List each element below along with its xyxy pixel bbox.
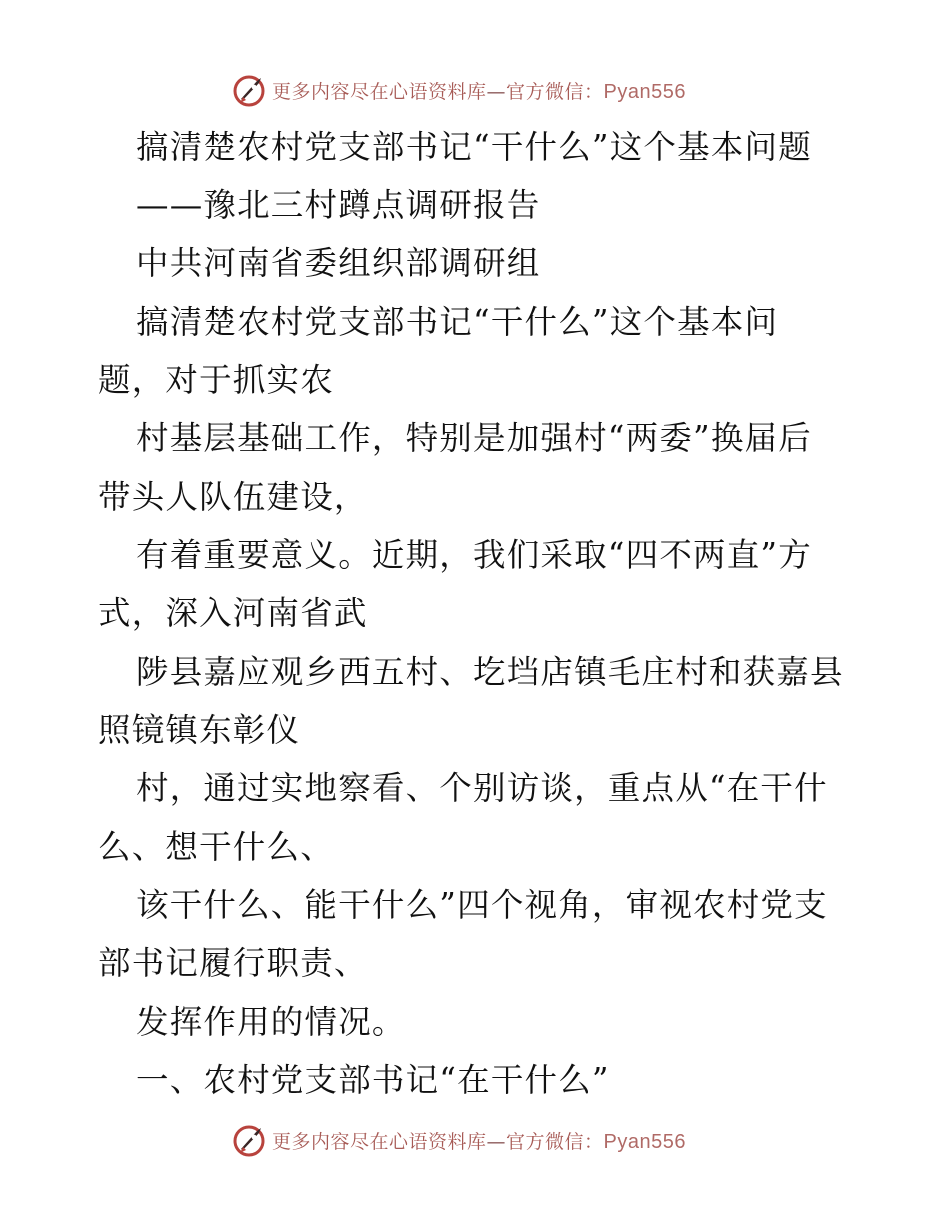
header-watermark (232, 70, 686, 110)
section-heading: 一、农村党支部书记“在干什么” (136, 1061, 610, 1099)
doc-line: 村基层基础工作，特别是加强村“两委”换届后 (136, 419, 812, 457)
doc-title: 搞清楚农村党支部书记“干什么”这个基本问题 (136, 128, 812, 166)
watermark-separator: — (486, 80, 507, 103)
footer-watermark (232, 1120, 686, 1160)
doc-line: 该干什么、能干什么”四个视角，审视农村党支 (136, 886, 828, 924)
watermark-brand: 更多内容尽在心语资料库 (272, 80, 487, 103)
doc-line: 陟县嘉应观乡西五村、圪垱店镇毛庄村和获嘉县 (136, 653, 844, 691)
watermark-brand: 更多内容尽在心语资料库 (272, 1130, 487, 1153)
doc-line: 式，深入河南省武 (98, 594, 368, 632)
doc-line: 有着重要意义。近期，我们采取“四不两直”方 (136, 536, 812, 574)
quill-pen-icon (232, 1122, 268, 1158)
watermark-contact: 官方微信： (506, 1130, 604, 1153)
doc-subtitle: ——豫北三村蹲点调研报告 (136, 186, 541, 224)
watermark-text (272, 1127, 686, 1154)
doc-line: 发挥作用的情况。 (136, 1003, 406, 1041)
doc-line: 么、想干什么、 (98, 828, 334, 866)
watermark-handle: Pyan556 (603, 1130, 686, 1153)
watermark-separator: — (486, 1130, 507, 1153)
doc-line: 题，对于抓实农 (98, 361, 334, 399)
doc-line: 照镜镇东彰仪 (98, 711, 301, 749)
watermark-handle: Pyan556 (603, 80, 686, 103)
doc-line: 村，通过实地察看、个别访谈，重点从“在干什 (136, 769, 828, 807)
quill-pen-icon (232, 72, 268, 108)
doc-line: 带头人队伍建设， (98, 478, 368, 516)
watermark-text (272, 77, 686, 104)
doc-author: 中共河南省委组织部调研组 (136, 244, 541, 282)
watermark-contact: 官方微信： (506, 80, 604, 103)
doc-line: 搞清楚农村党支部书记“干什么”这个基本问 (136, 303, 779, 341)
doc-line: 部书记履行职责、 (98, 944, 368, 982)
